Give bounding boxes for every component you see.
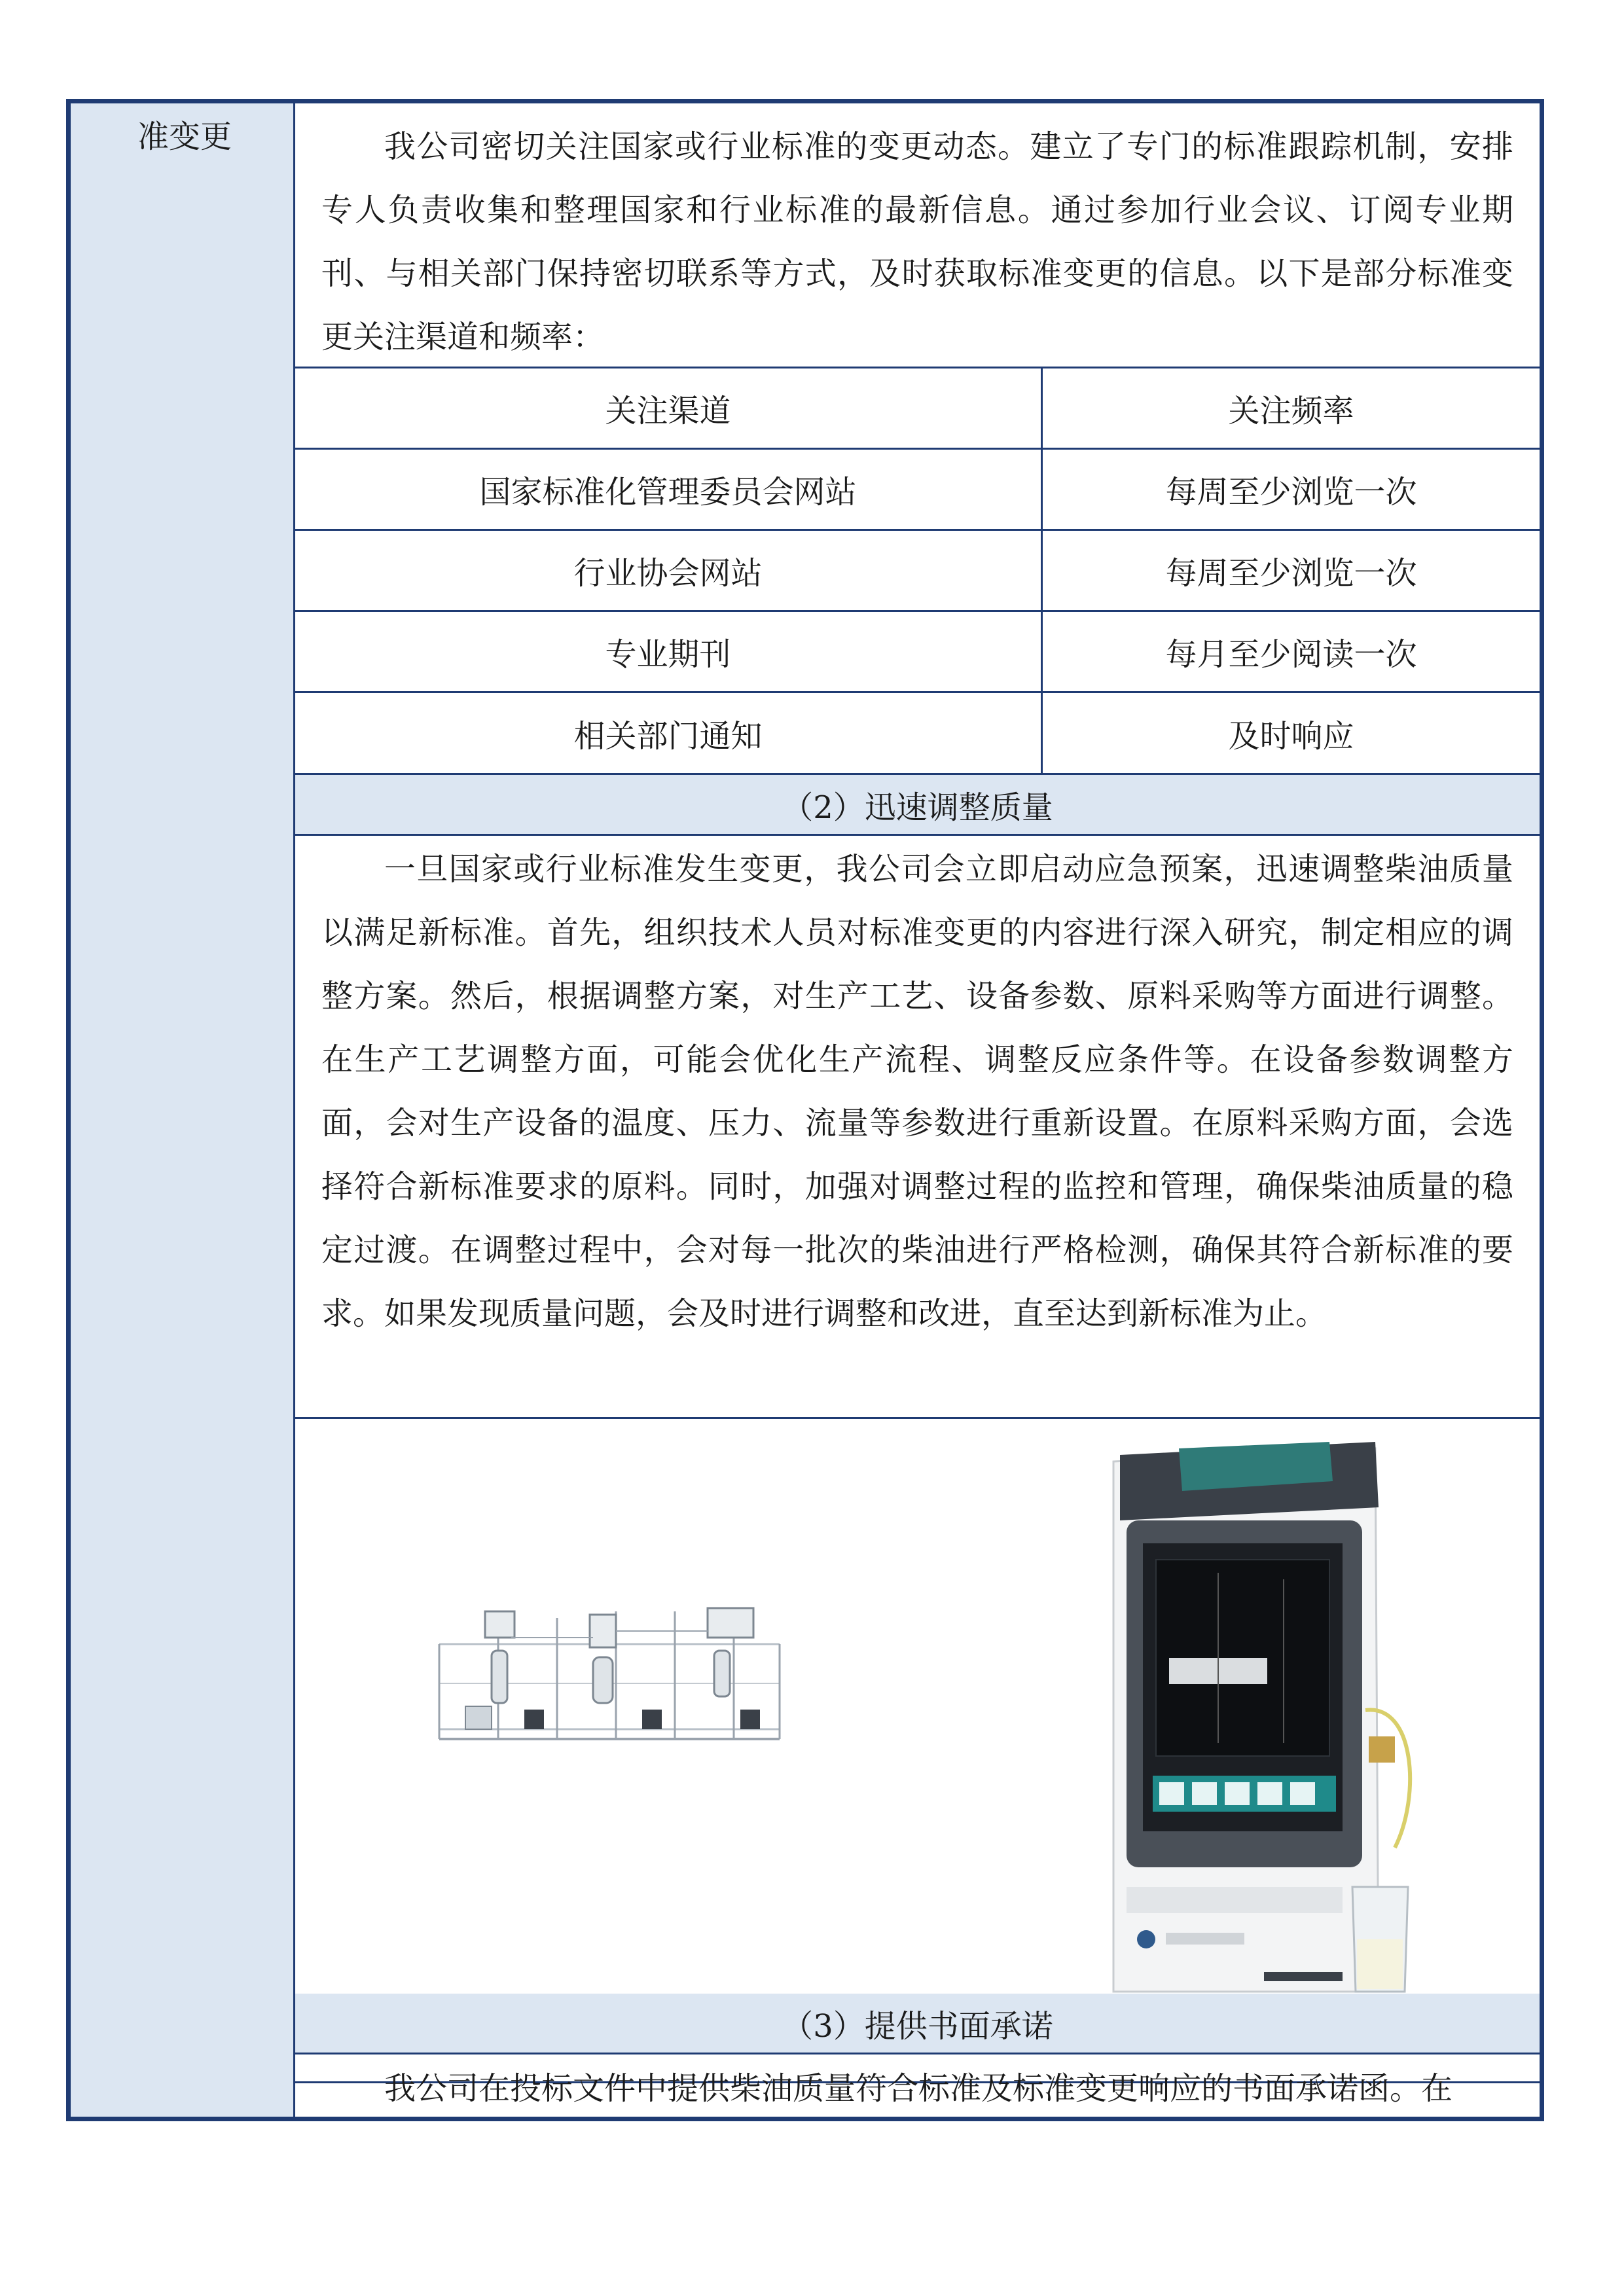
table-cell: 每周至少浏览一次: [1165, 474, 1417, 511]
section3-heading: （3）提供书面承诺: [295, 1994, 1540, 2053]
table-cell: 相关部门通知: [295, 693, 1043, 773]
table-cell: 每周至少浏览一次: [1165, 555, 1417, 592]
table-row: [295, 450, 1540, 529]
table-cell: 行业协会网站: [295, 531, 1043, 610]
table-row: [295, 612, 1540, 691]
section-heading: （2）迅速调整质量: [295, 775, 1540, 834]
table-cell: 国家标准化管理委员会网站: [295, 450, 1043, 529]
section-divider: [295, 834, 1540, 836]
intro-paragraph: 我公司密切关注国家或行业标准的变更动态。建立了专门的标准跟踪机制，安排专人负责收集和整理国家和行业标准的最新信息。通过参加行业会议、订阅专业期刊、与相关部门保持密切联系等方式，及时获取标准变更的信息。以下是部分标准变更关注渠道和频率：: [321, 128, 1513, 355]
section3-paragraph: 我公司在投标文件中提供柴油质量符合标准及标准变更响应的书面承诺函。在: [384, 2070, 1453, 2107]
table-row: [295, 693, 1540, 773]
table-cell: 及时响应: [1228, 717, 1354, 755]
section2-paragraph: 一旦国家或行业标准发生变更，我公司会立即启动应急预案，迅速调整柴油质量以满足新标准。首先，组织技术人员对标准变更的内容进行深入研究，制定相应的调整方案。然后，根据调整方案，对生产工艺、设备参数、原料采购等方面进行调整。在生产工艺调整方面，可能会优化生产流程、调整反应条件等。在设备参数调整方面，会对生产设备的温度、压力、流量等参数进行重新设置。在原料采购方面，会选择符合新标准要求的原料。同时，加强对调整过程的监控和管理，确保柴油质量的稳定过渡。在调整过程中，会对每一批次的柴油进行严格检测，确保其符合新标准的要求。如果发现质量问题，会及时进行调整和改进，直至达到新标准为止。: [321, 851, 1513, 1332]
row-label: 准变更: [137, 118, 232, 155]
section-divider: [295, 1417, 1540, 1419]
document-frame: [66, 99, 1544, 2121]
content-column: [295, 103, 1540, 2117]
header-frequency: 关注频率: [1228, 393, 1354, 429]
section3-divider: [295, 2053, 1540, 2054]
table-header-row: [295, 368, 1540, 448]
table-cell: 每月至少阅读一次: [1165, 636, 1417, 673]
left-label-column: [71, 103, 295, 2117]
composition-analyzer-image: [1068, 1429, 1434, 1998]
table-cell: 专业期刊: [295, 612, 1043, 691]
production-process-image: [426, 1598, 793, 1755]
table-row: [295, 531, 1540, 610]
header-channel: 关注渠道: [295, 368, 1043, 448]
